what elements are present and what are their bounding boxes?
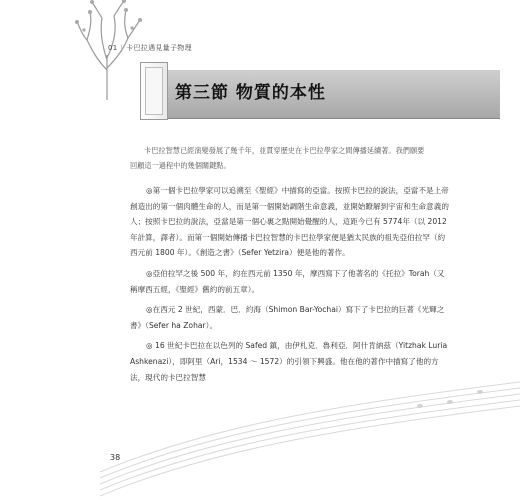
- intro-paragraph: 卡巴拉智慧已經演變發展了幾千年，並貫穿歷史在卡巴拉學家之間傳播延續著。我們願要回顧這一過程中的幾個關鍵點。: [130, 146, 425, 170]
- chapter-number: 01: [108, 44, 118, 52]
- running-header: [108, 43, 192, 53]
- paragraph: ◎ 16 世紀卡巴拉在以色列的 Safed 鎮，由伊札克．魯利亞．阿什肯納茲（Yitzhak Luria Ashkenazi），即阿里（Ari，1534 ～ 1572）的引領下興盛。他在他的著作中描寫了他的方法，現代的卡巴拉智慧: [130, 341, 448, 382]
- paragraph: ◎第一個卡巴拉學家可以追溯至《聖經》中描寫的亞當。按照卡巴拉的說法，亞當不是上帝創造出的第一個肉體生命的人，而是第一個開始調階生命意義，並開始瞭解到宇宙和生命意義的人；按照卡巴拉的說法，亞當是第一個心裏之點開始覺醒的人，這距今已有 5774年（以 2012 年計算，譯者）。而第一個開始傳播卡巴拉智慧的卡巴拉學家便是猶太民族的祖先亞伯拉罕（約西元前 1800 年）。《創造之書》（Sefer Yetzira）便是他的著作。: [130, 186, 449, 258]
- paragraph: ◎亞伯拉罕之後 500 年，約在西元前 1350 年，摩西寫下了他著名的《托拉》Torah（又稱摩西五經，《聖經》舊約的前五章）。: [130, 268, 445, 294]
- body-text: [130, 183, 450, 390]
- paragraph: ◎在西元 2 世紀，西蒙．巴．約海（Shimon Bar-Yochai）寫下了卡巴拉的巨著《光輝之書》（Sefer ha Zohar）。: [130, 305, 445, 330]
- door-icon: [140, 62, 168, 120]
- section-title: 第三節 物質的本性: [175, 83, 326, 103]
- book-title: 卡巴拉遇見量子物理: [126, 44, 192, 52]
- page-number: 38: [110, 453, 121, 462]
- music-staff-decoration: [100, 362, 520, 500]
- header-separator: |: [120, 44, 124, 52]
